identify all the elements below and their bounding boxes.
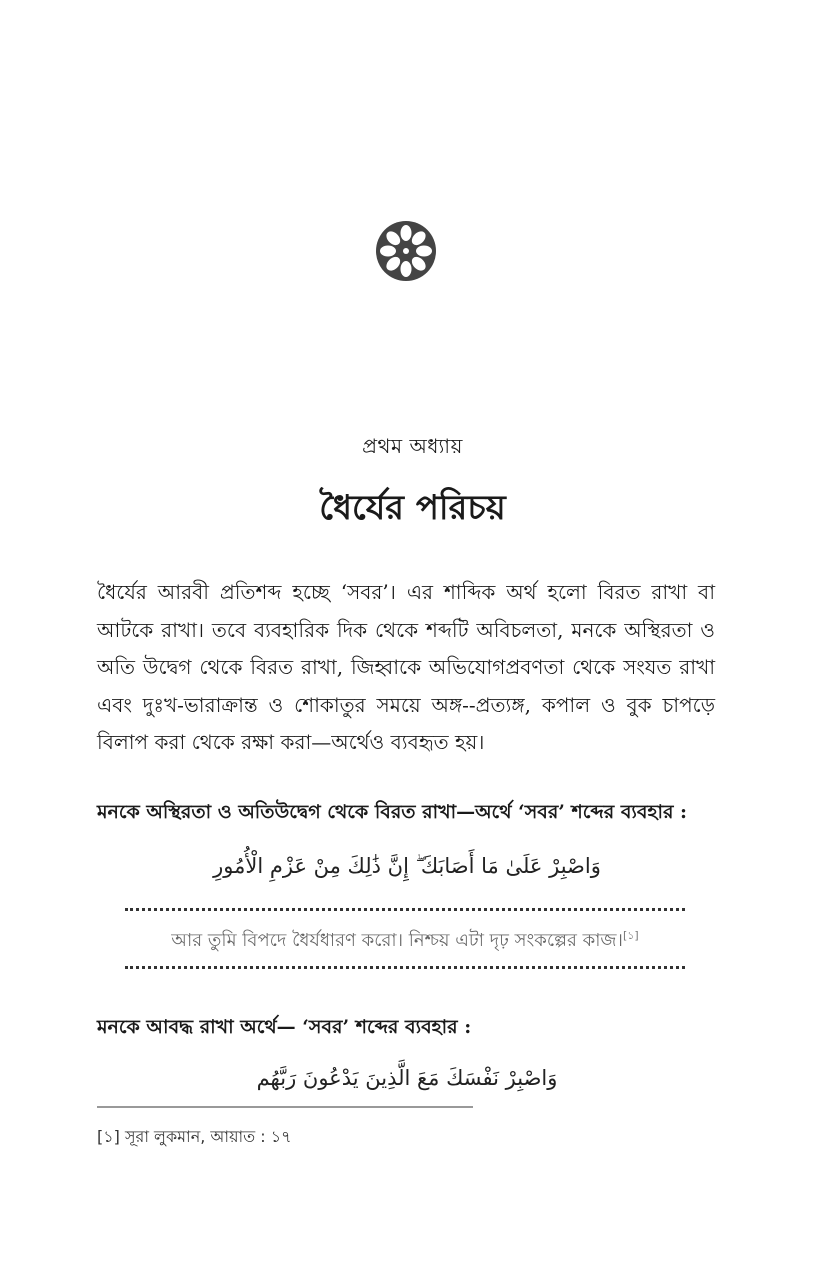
footnote: [১] সূরা লুকমান, আয়াত : ১৭ xyxy=(97,1127,292,1146)
dotted-divider-bottom xyxy=(125,966,685,969)
arabic-verse-1: وَاصْبِرْ عَلَىٰ مَا أَصَابَكَ ۖ إِنَّ ذَٰلِكَ مِنْ عَزْمِ الْأُمُورِ xyxy=(213,854,601,878)
chapter-title: ধৈর্যের পরিচয় xyxy=(319,488,506,528)
translation-text: আর তুমি বিপদে ধৈর্যধারণ করো। নিশ্চয় এটা দৃঢ় সংকল্পের কাজ। xyxy=(171,930,623,951)
section-heading-binding: মনকে আবদ্ধ রাখা অর্থে— ‘সবর’ শব্দের ব্যবহার : xyxy=(97,1016,472,1038)
section-heading-restraint: মনকে অস্থিরতা ও অতিউদ্বেগ থেকে বিরত রাখা—অর্থে ‘সবর’ শব্দের ব্যবহার : xyxy=(97,801,688,823)
body-paragraph: ধৈর্যের আরবী প্রতিশব্দ হচ্ছে ‘সবর’। এর শাব্দিক অর্থ হলো বিরত রাখা বা আটকে রাখা। তবে ব্যবহারিক দিক থেকে শব্দটি অবিচলতা, মনকে অস্থিরতা ও অতি উদ্বেগ থেকে বিরত রাখা, জিহ্বাকে অভিযোগপ্রবণতা থেকে সংযত রাখা এবং দুঃখ-ভারাক্রান্ত ও শোকাতুর সময়ে অঙ্গ--প্রত্যঙ্গ, কপাল ও বুক চাপড়ে বিলাপ করা থেকে রক্ষা করা—অর্থেও ব্যবহৃত হয়। xyxy=(97,580,715,754)
arabic-verse-2: وَاصْبِرْ نَفْسَكَ مَعَ الَّذِينَ يَدْعُونَ رَبَّهُم xyxy=(256,1066,558,1090)
footnote-divider xyxy=(97,1106,473,1108)
verse-translation xyxy=(125,926,685,957)
footnote-reference[interactable]: [১] xyxy=(622,929,639,942)
chapter-label: প্রথম অধ্যায় xyxy=(362,434,463,458)
dotted-divider-top xyxy=(125,908,685,911)
flower-wheel-icon xyxy=(374,219,438,283)
